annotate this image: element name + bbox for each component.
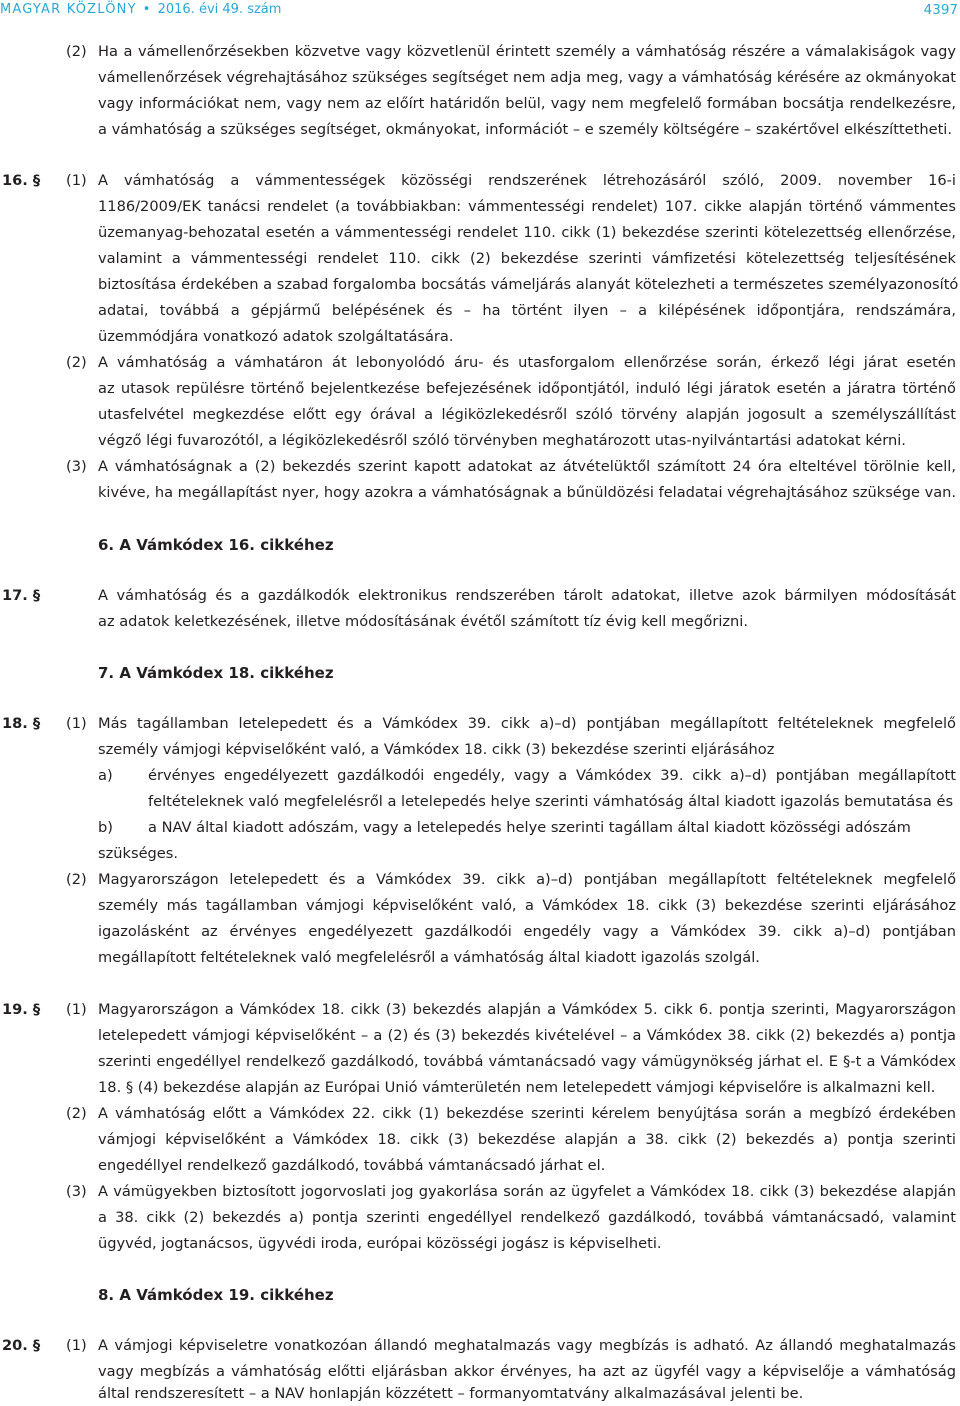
issue-info: 2016. évi 49. szám xyxy=(157,2,282,17)
text-line: A vámhatóság és a gazdálkodók elektronikus rendszerében tárolt adatokat, illetve azok bármilyen módosítását xyxy=(98,587,956,604)
page-number: 4397 xyxy=(923,2,958,18)
paragraph-number: (2) xyxy=(66,1105,87,1122)
text-line: Más tagállamban letelepedett és a Vámkódex 39. cikk a)–d) pontjában megállapított feltételeknek megfelelő xyxy=(98,715,956,732)
paragraph-number: (1) xyxy=(66,1001,87,1018)
text-line: biztosítása érdekében a szabad forgalomba bocsátás vámeljárás alanyát kötelezheti a természetes személyazonosító xyxy=(98,276,959,293)
text-line: utasfelvétel megkezdése előtt egy órával a légiközlekedésről szóló törvény alapján jogosult a személyszállítást xyxy=(98,406,956,423)
text-line: A vámhatóság a vámhatáron át lebonyolódó áru- és utasforgalom ellenőrzése során, érkező légi járat esetén xyxy=(98,354,956,371)
text-line: megállapított feltételeknek való megfelelésről a vámhatóság által kiadott igazolás szolgál. xyxy=(98,949,760,966)
text-line: 1186/2009/EK tanácsi rendelet (a továbbiakban: vámmentességi rendelet) 107. cikke alapján történő vámmentes xyxy=(98,198,956,215)
paragraph-number: (3) xyxy=(66,1183,87,1200)
text-line: vámellenőrzések végrehajtásához szükséges segítséget nem adja meg, vagy a vámhatóság kérésére az okmányokat xyxy=(98,69,956,86)
text-line: Magyarországon letelepedett és a Vámkódex 39. cikk a)–d) pontjában megállapított feltételeknek megfelelő xyxy=(98,871,956,888)
paragraph-number: (1) xyxy=(66,172,87,189)
paragraph-number: (2) xyxy=(66,43,87,60)
paragraph-number: (3) xyxy=(66,458,87,475)
text-line: ügyvéd, jogtanácsos, ügyvédi iroda, európai közösségi jogász is képviselheti. xyxy=(98,1235,662,1252)
text-line: adatai, továbbá a gépjármű belépésének és – ha történt ilyen – a kilépésének időpontjára, rendszámára, xyxy=(98,302,956,319)
text-line: a 38. cikk (2) bekezdés a) pontja szerinti engedéllyel rendelkező gazdálkodó, továbbá vámtanácsadó, valamint xyxy=(98,1209,956,1226)
section-label: 19. § xyxy=(2,1001,41,1018)
text-line: személy más tagállamban vámjogi képviselőként való, a Vámkódex 18. cikk (3) bekezdése szerinti eljárásához xyxy=(98,897,956,914)
subheading: 8. A Vámkódex 19. cikkéhez xyxy=(98,1286,334,1304)
running-head xyxy=(0,2,281,17)
text-line: Ha a vámellenőrzésekben közvetve vagy közvetlenül érintett személy a vámhatóság részére a vámalakiságok vagy xyxy=(98,43,956,60)
text-line: üzemmódjára vonatkozó adatok szolgáltatására. xyxy=(98,328,454,345)
text-line: vámjogi képviselőként a Vámkódex 18. cikk (3) bekezdése alapján a 38. cikk (2) bekezdés a) pontja szerinti xyxy=(98,1131,956,1148)
list-marker: b) xyxy=(98,819,113,836)
text-line: a NAV által kiadott adószám, vagy a letelepedés helye szerinti tagállam által kiadott közösségi adószám xyxy=(148,819,911,836)
paragraph-number: (1) xyxy=(66,715,87,732)
text-line: A vámjogi képviseletre vonatkozóan állandó meghatalmazás vagy megbízás is adható. Az állandó meghatalmazás xyxy=(98,1337,956,1354)
text-line: A vámügyekben biztosított jogorvoslati jog gyakorlása során az ügyfelet a Vámkódex 18. cikk (3) bekezdése alapján xyxy=(98,1183,956,1200)
section-label: 16. § xyxy=(2,172,41,189)
text-line: a vámhatóság a szükséges segítséget, okmányokat, információt – e személy költségére – szakértővel elkészíttetheti. xyxy=(98,121,952,138)
text-line: engedéllyel rendelkező gazdálkodó, továbbá vámtanácsadó járhat el. xyxy=(98,1157,606,1174)
paragraph-number: (2) xyxy=(66,354,87,371)
paragraph-number: (2) xyxy=(66,871,87,888)
section-label: 17. § xyxy=(2,587,41,604)
text-line: üzemanyag-behozatal esetén a vámmentességi rendelet 110. cikk (1) bekezdése szerinti kötelezettség ellenőrzése, xyxy=(98,224,956,241)
list-marker: a) xyxy=(98,767,113,784)
text-line: letelepedett vámjogi képviselőként – a (2) és (3) bekezdés kivételével – a Vámkódex 38. cikk (2) bekezdés a) pontja xyxy=(98,1027,956,1044)
text-line: A vámhatóságnak a (2) bekezdés szerint kapott adatokat az átvételüktől számított 24 óra elteltével törölnie kell, xyxy=(98,458,956,475)
text-line: személy vámjogi képviselőként való, a Vámkódex 18. cikk (3) bekezdése szerinti eljárásához xyxy=(98,741,775,758)
text-line: feltételeknek való megfelelésről a letelepedés helye szerinti vámhatóság által kiadott igazolás bemutatása és xyxy=(148,793,954,810)
text-line: által rendszeresített – a NAV honlapján közzétett – formanyomtatvány alkalmazásával jelenti be. xyxy=(98,1385,804,1402)
subheading: 6. A Vámkódex 16. cikkéhez xyxy=(98,536,334,554)
text-line: az utasok repülésre történő bejelentkezése befejezésének időpontjától, induló légi járatok esetén a járatra történő xyxy=(98,380,956,397)
text-line: végző légi fuvarozótól, a légiközlekedésről szóló törvényben meghatározott utas-nyilvántartási adatokat kérni. xyxy=(98,432,906,449)
text-line: A vámhatóság a vámmentességek közösségi rendszerének létrehozásáról szóló, 2009. november 16-i xyxy=(98,172,956,189)
text-line: 18. § (4) bekezdése alapján az Európai Unió vámterületén nem letelepedett vámjogi képviselőre is alkalmazni kell. xyxy=(98,1079,936,1096)
text-line: A vámhatóság előtt a Vámkódex 22. cikk (1) bekezdése szerinti kérelem benyújtása során a megbízó érdekében xyxy=(98,1105,956,1122)
section-label: 20. § xyxy=(2,1337,41,1354)
text-line: az adatok keletkezésének, illetve módosításának évétől számított tíz évig kell megőrizni. xyxy=(98,613,748,630)
text-line: valamint a vámmentességi rendelet 110. cikk (2) bekezdése szerinti vámfizetési kötelezettség teljesítésének xyxy=(98,250,956,267)
text-line: érvényes engedélyezett gazdálkodói engedély, vagy a Vámkódex 39. cikk a)–d) pontjában megállapított xyxy=(148,767,956,784)
subheading: 7. A Vámkódex 18. cikkéhez xyxy=(98,664,334,682)
text-line: igazolásként az érvényes engedélyezett gazdálkodói engedély vagy a Vámkódex 39. cikk a)–d) pontjában xyxy=(98,923,956,940)
paragraph-number: (1) xyxy=(66,1337,87,1354)
text-line: szerinti engedéllyel rendelkező gazdálkodó, továbbá vámtanácsadó vagy vámügynökség járhat el. E §-t a Vámkódex xyxy=(98,1053,956,1070)
bullet-separator: • xyxy=(142,2,152,17)
section-label: 18. § xyxy=(2,715,41,732)
text-line: kivéve, ha megállapítást nyer, hogy azokra a vámhatóságnak a bűnüldözési feladatai végrehajtásához szüksége van. xyxy=(98,484,957,501)
journal-name: MAGYAR KÖZLÖNY xyxy=(0,2,137,17)
text-line: Magyarországon a Vámkódex 18. cikk (3) bekezdés alapján a Vámkódex 5. cikk 6. pontja szerinti, Magyarországon xyxy=(98,1001,956,1018)
text-line: vagy megbízás a vámhatóság előtti eljárásban akkor érvényes, ha azt az ügyfél vagy a képviselője a vámhatóság xyxy=(98,1363,956,1380)
text-line: szükséges. xyxy=(98,845,179,862)
text-line: vagy információkat nem, vagy nem az előírt határidőn belül, vagy nem megfelelő formában bocsátja rendelkezésre, xyxy=(98,95,956,112)
page-header xyxy=(0,0,960,20)
